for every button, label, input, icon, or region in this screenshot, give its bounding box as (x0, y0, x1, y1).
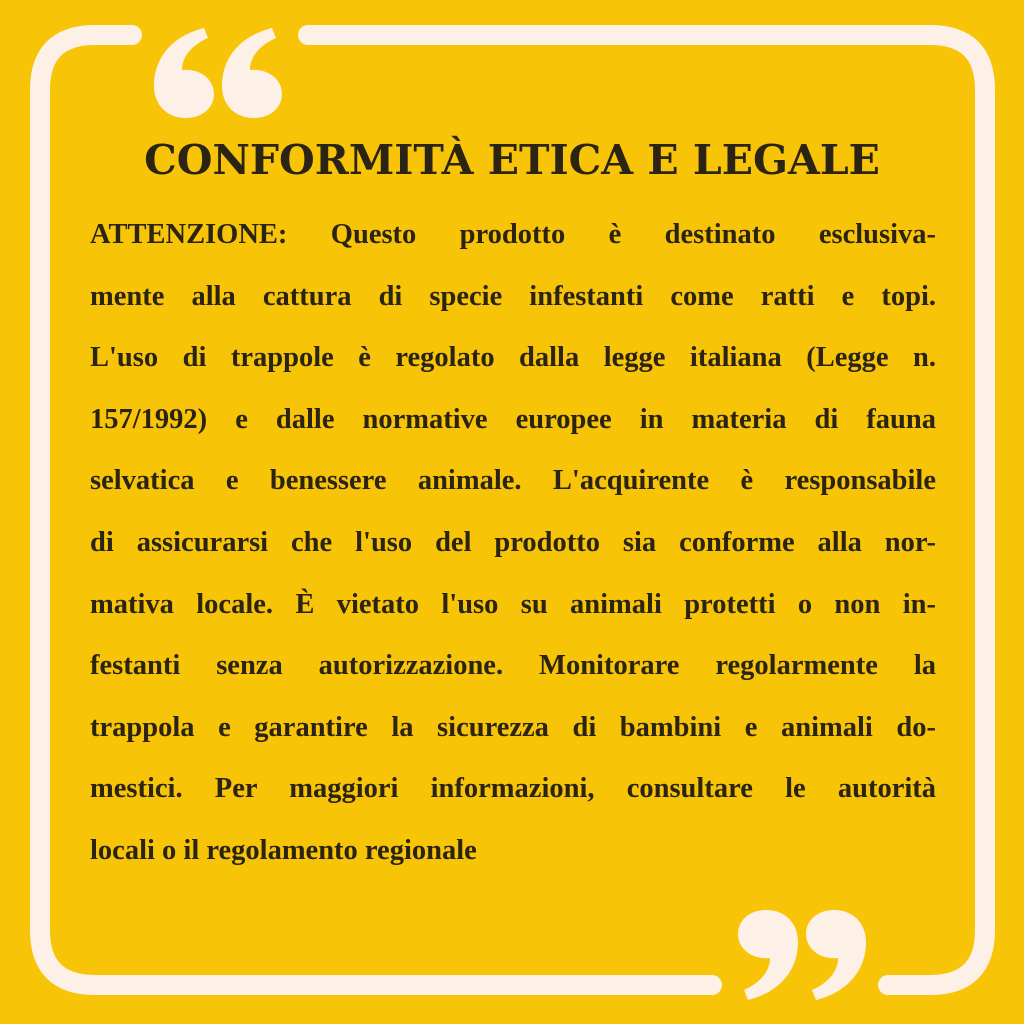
notice-line: mestici. Per maggiori informazioni, consultare le autorità (90, 773, 936, 805)
notice-line: festanti senza autorizzazione. Monitorare regolarmente la (90, 650, 936, 682)
notice-line: mativa locale. È vietato l'uso su animali protetti o non in- (90, 588, 936, 620)
notice-line: locali o il regolamento regionale (90, 834, 477, 866)
notice-line: trappola e garantire la sicurezza di bambini e animali do- (90, 711, 936, 743)
notice-line: di assicurarsi che l'uso del prodotto sia conforme alla nor- (90, 526, 936, 558)
close-quote-icon (730, 908, 870, 1000)
notice-line: mente alla cattura di specie infestanti come ratti e topi. (90, 280, 936, 312)
notice-title: CONFORMITÀ ETICA E LEGALE (144, 136, 880, 184)
notice-line: 157/1992) e dalle normative europee in materia di fauna (90, 403, 936, 435)
notice-line: selvatica e benessere animale. L'acquirente è responsabile (90, 465, 936, 497)
notice-line: L'uso di trappole è regolato dalla legge italiana (Legge n. (90, 342, 936, 374)
open-quote-icon (150, 28, 290, 120)
notice-body (90, 204, 936, 882)
notice-line: ATTENZIONE: Questo prodotto è destinato esclusiva- (90, 219, 936, 250)
